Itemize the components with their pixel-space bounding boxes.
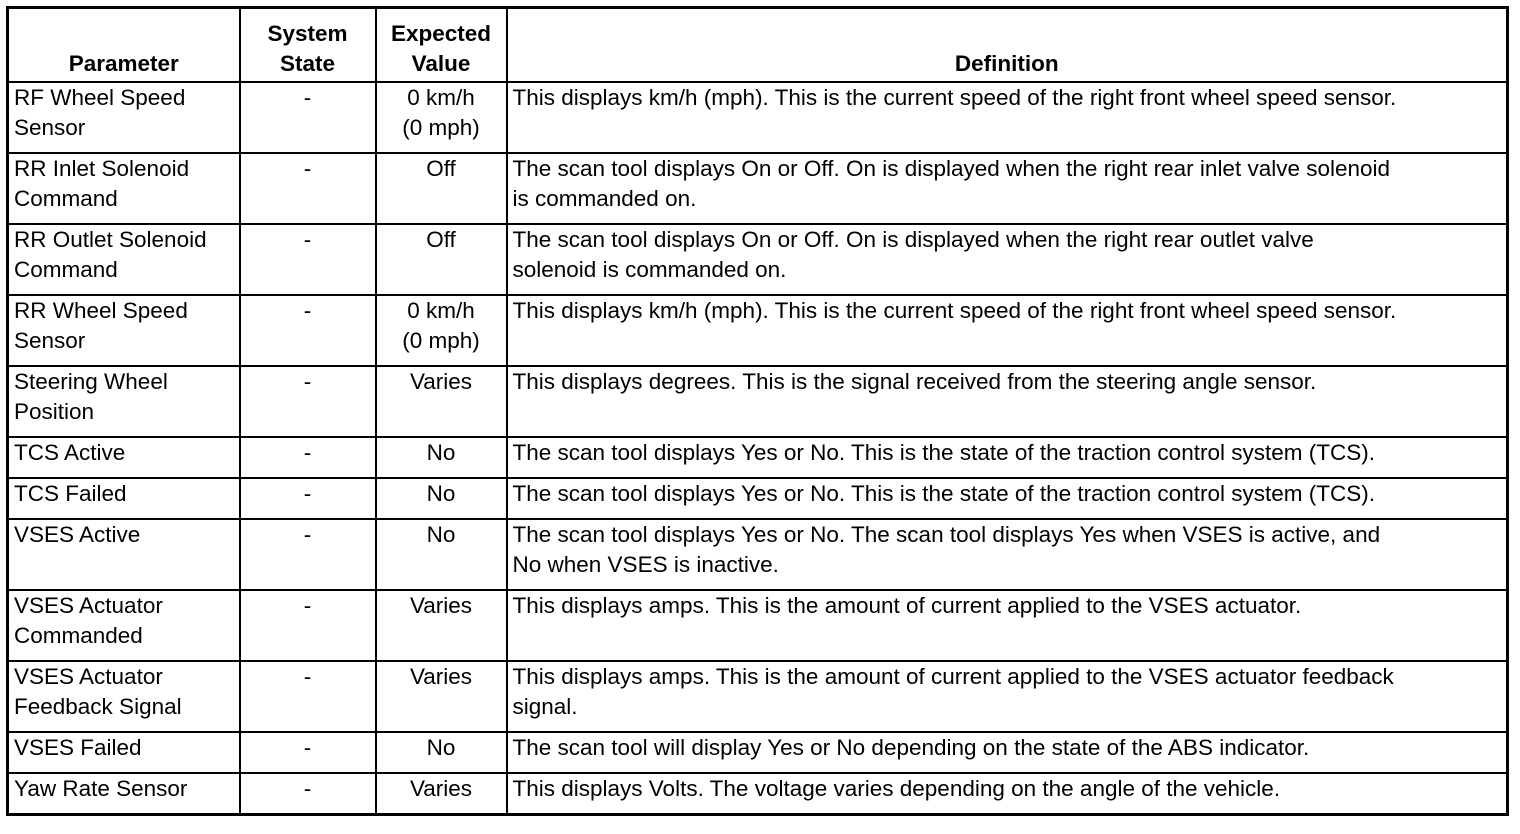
parameter-line2: Command (14, 257, 118, 282)
cell-definition (507, 366, 1508, 437)
system-state-value: - (303, 522, 312, 547)
parameter-line2: Sensor (14, 328, 86, 353)
header-system-state-line1: System (267, 21, 348, 46)
parameter-line2: Sensor (14, 115, 86, 140)
header-parameter (8, 8, 240, 83)
parameter-line2: Commanded (14, 623, 143, 648)
table-header-row (8, 8, 1508, 83)
table-row (8, 478, 1508, 519)
cell-expected-value (376, 437, 507, 478)
parameter-line1: RR Wheel Speed (14, 298, 188, 323)
expected-line2: (0 mph) (402, 328, 480, 353)
parameter-line1: Yaw Rate Sensor (14, 776, 188, 801)
definition-line1: This displays km/h (mph). This is the current speed of the right front wheel speed sensor. (512, 85, 1397, 110)
header-expected-line1: Expected (390, 21, 492, 46)
header-expected-value (376, 8, 507, 83)
cell-expected-value (376, 661, 507, 732)
cell-definition (507, 224, 1508, 295)
cell-parameter (8, 437, 240, 478)
header-expected-line2: Value (411, 51, 471, 76)
table-row (8, 437, 1508, 478)
system-state-value: - (303, 664, 312, 689)
expected-line1: No (426, 440, 456, 465)
definition-line1: This displays amps. This is the amount of current applied to the VSES actuator. (512, 593, 1302, 618)
cell-definition (507, 82, 1508, 153)
definition-line2: No when VSES is inactive. (512, 552, 779, 577)
cell-system-state (240, 224, 376, 295)
definition-line1: This displays amps. This is the amount of current applied to the VSES actuator feedback (512, 664, 1394, 689)
parameter-line1: VSES Actuator (14, 593, 163, 618)
parameter-line1: VSES Actuator (14, 664, 163, 689)
table-row (8, 773, 1508, 815)
header-definition-label: Definition (954, 51, 1059, 76)
parameter-line1: RR Outlet Solenoid (14, 227, 207, 252)
expected-line1: Varies (409, 776, 473, 801)
system-state-value: - (303, 227, 312, 252)
expected-line1: Varies (409, 664, 473, 689)
cell-expected-value (376, 153, 507, 224)
expected-line1: No (426, 481, 456, 506)
cell-definition (507, 773, 1508, 815)
definition-line2: solenoid is commanded on. (512, 257, 787, 282)
parameter-line1: TCS Failed (14, 481, 127, 506)
cell-expected-value (376, 590, 507, 661)
cell-parameter (8, 478, 240, 519)
parameter-table-container (6, 6, 1506, 816)
definition-line1: The scan tool displays On or Off. On is displayed when the right rear inlet valve solenoid (512, 156, 1391, 181)
header-parameter-label: Parameter (68, 51, 179, 76)
parameter-line1: RR Inlet Solenoid (14, 156, 190, 181)
cell-system-state (240, 437, 376, 478)
cell-system-state (240, 478, 376, 519)
parameter-line2: Feedback Signal (14, 694, 182, 719)
parameter-line1: Steering Wheel (14, 369, 168, 394)
cell-expected-value (376, 82, 507, 153)
header-definition (507, 8, 1508, 83)
parameter-line2: Command (14, 186, 118, 211)
header-system-state (240, 8, 376, 83)
cell-parameter (8, 366, 240, 437)
cell-system-state (240, 519, 376, 590)
definition-line2: is commanded on. (512, 186, 697, 211)
system-state-value: - (303, 440, 312, 465)
cell-parameter (8, 519, 240, 590)
cell-parameter (8, 773, 240, 815)
cell-system-state (240, 295, 376, 366)
expected-line2: (0 mph) (402, 115, 480, 140)
definition-line2: signal. (512, 694, 578, 719)
cell-system-state (240, 773, 376, 815)
cell-parameter (8, 224, 240, 295)
table-row (8, 82, 1508, 153)
cell-system-state (240, 732, 376, 773)
definition-line1: The scan tool will display Yes or No depending on the state of the ABS indicator. (512, 735, 1310, 760)
cell-expected-value (376, 366, 507, 437)
definition-line1: The scan tool displays On or Off. On is displayed when the right rear outlet valve (512, 227, 1314, 252)
definition-line1: The scan tool displays Yes or No. The scan tool displays Yes when VSES is active, and (512, 522, 1381, 547)
table-row (8, 519, 1508, 590)
parameter-line1: TCS Active (14, 440, 126, 465)
cell-definition (507, 519, 1508, 590)
expected-line1: Off (426, 156, 456, 181)
cell-definition (507, 153, 1508, 224)
cell-definition (507, 590, 1508, 661)
header-system-state-line2: State (279, 51, 336, 76)
cell-expected-value (376, 224, 507, 295)
system-state-value: - (303, 85, 312, 110)
expected-line1: 0 km/h (407, 298, 475, 323)
cell-parameter (8, 153, 240, 224)
system-state-value: - (303, 369, 312, 394)
expected-line1: No (426, 522, 456, 547)
parameter-line2: Position (14, 399, 95, 424)
cell-system-state (240, 366, 376, 437)
definition-line1: This displays degrees. This is the signal received from the steering angle sensor. (512, 369, 1317, 394)
table-row (8, 661, 1508, 732)
cell-parameter (8, 82, 240, 153)
expected-line1: Varies (409, 593, 473, 618)
system-state-value: - (303, 735, 312, 760)
cell-definition (507, 295, 1508, 366)
expected-line1: Varies (409, 369, 473, 394)
definition-line1: The scan tool displays Yes or No. This is the state of the traction control system (TCS). (512, 481, 1375, 506)
table-row (8, 295, 1508, 366)
parameter-line1: VSES Active (14, 522, 141, 547)
cell-expected-value (376, 295, 507, 366)
table-row (8, 590, 1508, 661)
expected-line1: No (426, 735, 456, 760)
definition-line1: The scan tool displays Yes or No. This is the state of the traction control system (TCS). (512, 440, 1375, 465)
system-state-value: - (303, 298, 312, 323)
cell-parameter (8, 295, 240, 366)
cell-system-state (240, 661, 376, 732)
table-row (8, 732, 1508, 773)
cell-definition (507, 661, 1508, 732)
cell-parameter (8, 661, 240, 732)
system-state-value: - (303, 156, 312, 181)
cell-expected-value (376, 732, 507, 773)
cell-system-state (240, 590, 376, 661)
expected-line1: 0 km/h (407, 85, 475, 110)
cell-expected-value (376, 519, 507, 590)
cell-definition (507, 732, 1508, 773)
cell-definition (507, 437, 1508, 478)
cell-definition (507, 478, 1508, 519)
expected-line1: Off (426, 227, 456, 252)
system-state-value: - (303, 481, 312, 506)
cell-expected-value (376, 773, 507, 815)
parameter-line1: RF Wheel Speed (14, 85, 186, 110)
cell-expected-value (376, 478, 507, 519)
table-row (8, 153, 1508, 224)
cell-parameter (8, 590, 240, 661)
cell-system-state (240, 153, 376, 224)
definition-line1: This displays Volts. The voltage varies depending on the angle of the vehicle. (512, 776, 1281, 801)
parameter-table (6, 6, 1509, 816)
table-row (8, 366, 1508, 437)
system-state-value: - (303, 593, 312, 618)
system-state-value: - (303, 776, 312, 801)
definition-line1: This displays km/h (mph). This is the current speed of the right front wheel speed sensor. (512, 298, 1397, 323)
cell-system-state (240, 82, 376, 153)
table-row (8, 224, 1508, 295)
cell-parameter (8, 732, 240, 773)
parameter-line1: VSES Failed (14, 735, 142, 760)
